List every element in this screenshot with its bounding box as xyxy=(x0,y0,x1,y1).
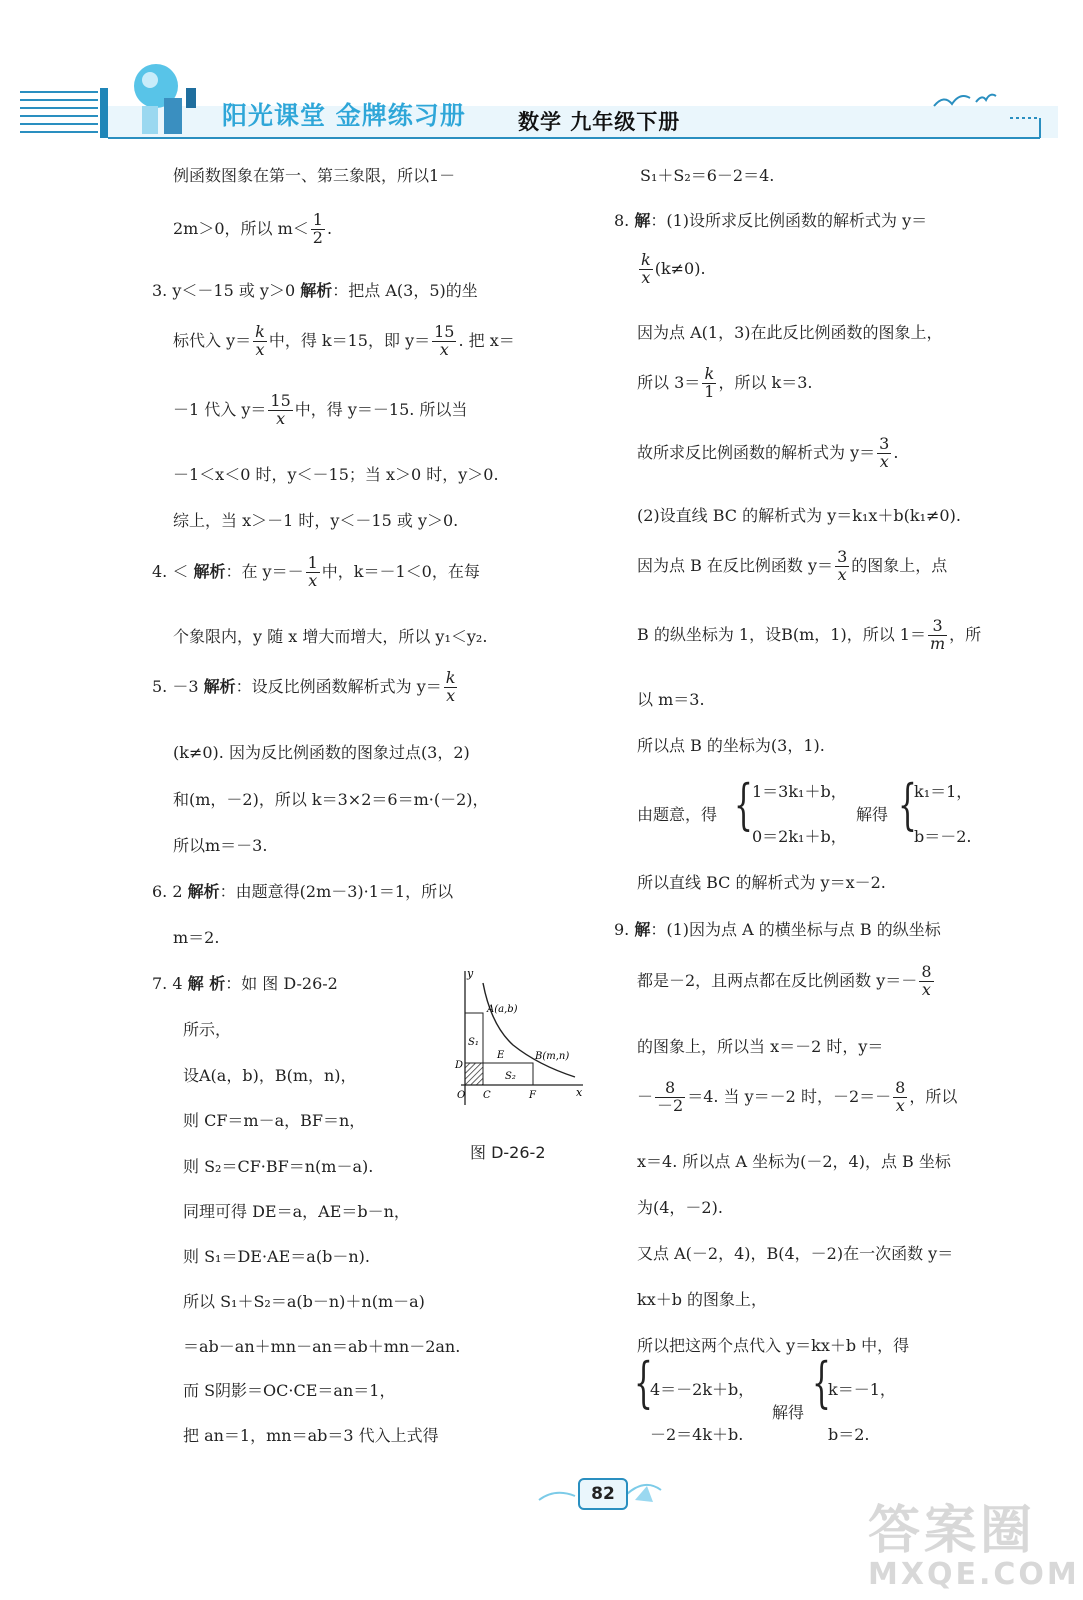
text-line xyxy=(173,212,332,247)
text-line: 设A(a，b)，B(m，n)， xyxy=(183,1066,357,1085)
fraction-numerator: 1 xyxy=(307,553,318,572)
text-segment: 中，得 y＝－15. 所以当 xyxy=(294,399,468,419)
solution-tag: 解 xyxy=(634,920,651,939)
answer-8 xyxy=(614,208,927,231)
text-segment: ：设反比例函数解析式为 y＝ xyxy=(235,676,442,696)
fraction xyxy=(311,212,325,247)
fraction-denominator: x xyxy=(276,408,286,428)
fraction-numerator: 15 xyxy=(270,391,291,410)
page-number: 82 xyxy=(578,1478,628,1510)
page-header xyxy=(0,0,1083,160)
equation: 0＝2k₁＋b， xyxy=(752,827,847,846)
fraction xyxy=(655,1080,685,1115)
fraction-numerator: 15 xyxy=(434,322,455,341)
fraction xyxy=(919,964,933,999)
fraction-numerator: 3 xyxy=(879,434,890,453)
text-segment: 中，得 k＝15，即 y＝ xyxy=(268,330,431,350)
text-line: 由题意，得 xyxy=(637,805,718,824)
label-F: F xyxy=(529,1090,536,1101)
text-line: 解得 xyxy=(772,1403,805,1422)
text-line: 则 CF＝m－a，BF＝n， xyxy=(183,1111,366,1130)
text-line: (k≠0). 因为反比例函数的图象过点(3，2) xyxy=(173,743,470,762)
equation: k＝－1， xyxy=(828,1380,896,1399)
text-line: kx＋b 的图象上， xyxy=(637,1290,768,1309)
text-line: x＝4. 所以点 A 坐标为(－2，4)，点 B 坐标 xyxy=(637,1152,951,1171)
left-brace: { xyxy=(734,773,753,836)
text-line xyxy=(637,252,706,287)
fraction xyxy=(702,366,716,401)
fraction xyxy=(835,549,849,584)
analysis-tag: 解析 xyxy=(300,281,333,300)
text-segment: 都是－2，且两点都在反比例函数 y＝－ xyxy=(637,970,918,990)
text-segment: ，所 xyxy=(949,624,982,644)
text-line: (2)设直线 BC 的解析式为 y＝k₁x＋b(k₁≠0). xyxy=(637,506,961,525)
text-line: m＝2. xyxy=(173,928,220,947)
label-O: O xyxy=(457,1090,466,1101)
equation: 1＝3k₁＋b， xyxy=(752,782,847,801)
text-line xyxy=(637,366,813,401)
text-segment: 故所求反比例函数的解析式为 y＝ xyxy=(637,442,876,462)
text-segment: 4. ＜ xyxy=(152,561,194,581)
text-segment: 9. xyxy=(614,920,635,939)
birds-icon xyxy=(930,84,1000,114)
text-segment: ：如 图 D-26-2 xyxy=(225,974,338,993)
text-segment: (k≠0). xyxy=(654,258,706,278)
answer-5 xyxy=(152,670,459,705)
fraction xyxy=(253,324,267,359)
text-line: 所以把这两个点代入 y＝kx＋b 中，得 xyxy=(637,1336,910,1355)
text-line: 则 S₁＝DE·AE＝a(b－n). xyxy=(183,1247,370,1266)
label-x: x xyxy=(576,1086,583,1099)
label-C: C xyxy=(483,1090,491,1101)
equation: k₁＝1， xyxy=(914,782,973,801)
text-segment: 中，k＝－1＜0，在每 xyxy=(321,561,480,581)
analysis-tag: 解 析 xyxy=(187,974,226,993)
fraction-numerator: 8 xyxy=(655,1080,685,1098)
globe-icon xyxy=(118,58,214,138)
equation: 4＝－2k＋b， xyxy=(650,1380,755,1399)
analysis-tag: 解析 xyxy=(203,676,236,696)
text-segment: 的图象上，点 xyxy=(851,555,948,575)
fraction xyxy=(893,1080,907,1115)
watermark-url: MXQE.COM xyxy=(868,1557,1080,1592)
fraction-denominator: －2 xyxy=(657,1095,684,1115)
left-brace: { xyxy=(898,773,917,836)
text-line xyxy=(637,549,947,584)
fraction-denominator: 2 xyxy=(312,227,323,247)
fraction-denominator: x xyxy=(921,979,931,999)
text-segment: 3. y＜－15 或 y＞0 xyxy=(152,281,301,300)
answer-4 xyxy=(152,555,480,590)
text-line: 个象限内，y 随 x 增大而增大，所以 y₁＜y₂. xyxy=(173,627,488,646)
fraction-denominator: x xyxy=(255,339,265,359)
fraction-denominator: x xyxy=(895,1095,905,1115)
fraction xyxy=(306,555,320,590)
equation: b＝－2. xyxy=(914,827,972,846)
fraction-denominator: x xyxy=(439,339,449,359)
left-brace: { xyxy=(634,1351,653,1414)
text-line: 和(m，－2)，所以 k＝3×2＝6＝m·(－2)， xyxy=(173,790,489,809)
text-segment: ：(1)因为点 A 的横坐标与点 B 的纵坐标 xyxy=(650,920,941,939)
text-segment: ，所以 k＝3. xyxy=(718,372,813,392)
text-segment: －1 代入 y＝ xyxy=(173,399,267,419)
text-segment: . 把 x＝ xyxy=(458,330,515,350)
shaded-region xyxy=(465,1063,483,1085)
fraction-numerator: 8 xyxy=(895,1078,906,1097)
text-segment: － xyxy=(637,1086,654,1106)
text-line: ＝ab－an＋mn－an＝ab＋mn－2an. xyxy=(183,1337,461,1356)
text-segment: 8. xyxy=(614,211,635,230)
text-line: 所以 S₁＋S₂＝a(b－n)＋n(m－a) xyxy=(183,1292,425,1311)
fraction-numerator: 3 xyxy=(837,547,848,566)
answer-6 xyxy=(152,879,453,902)
label-E: E xyxy=(497,1050,505,1061)
text-line: 而 S阴影＝OC·CE＝an＝1， xyxy=(183,1381,396,1400)
fraction xyxy=(639,252,653,287)
text-line: 同理可得 DE＝a，AE＝b－n， xyxy=(183,1202,410,1221)
text-segment: ，所以 xyxy=(909,1086,958,1106)
fraction-denominator: x xyxy=(641,267,651,287)
text-line: S₁＋S₂＝6－2＝4. xyxy=(640,166,775,185)
fraction-denominator: 1 xyxy=(704,381,715,401)
text-segment: 7. 4 xyxy=(152,974,188,993)
text-line: 综上，当 x＞－1 时，y＜－15 或 y＞0. xyxy=(173,511,459,530)
text-segment: ：(1)设所求反比例函数的解析式为 y＝ xyxy=(650,211,928,230)
fraction-numerator: k xyxy=(702,366,716,384)
book-title: 阳光课堂 金牌练习册 xyxy=(222,101,466,130)
fraction-numerator: 3 xyxy=(928,618,947,636)
text-line: 的图象上，所以当 x＝－2 时，y＝ xyxy=(637,1037,884,1056)
watermark xyxy=(868,1488,1080,1592)
text-line: 所以点 B 的坐标为(3，1). xyxy=(637,736,825,755)
solution-tag: 解 xyxy=(634,211,651,230)
text-segment: 2m＞0，所以 m＜ xyxy=(173,218,309,238)
text-line: 故所求反比例函数的解析式为 y＝ $\frac{3}{x}$ . xyxy=(637,434,899,471)
text-segment: ：把点 A(3，5)的坐 xyxy=(332,281,478,300)
label-A: A(a,b) xyxy=(487,1004,518,1015)
text-line: 所以直线 BC 的解析式为 y＝x－2. xyxy=(637,873,886,892)
analysis-tag: 解析 xyxy=(193,561,226,581)
label-B: B(m,n) xyxy=(535,1051,570,1062)
fraction-numerator: k xyxy=(641,250,651,269)
equation: －2＝4k＋b. xyxy=(650,1425,744,1444)
fraction-numerator: 8 xyxy=(921,962,932,981)
fraction-numerator: k xyxy=(445,668,456,687)
text-line: 所示， xyxy=(183,1020,232,1039)
answer-7 xyxy=(152,971,338,994)
fraction-numerator: k xyxy=(255,322,265,341)
watermark-text: 答案圈 xyxy=(868,1501,1037,1561)
label-y: y xyxy=(467,967,474,980)
fraction xyxy=(432,324,456,359)
text-line: 把 an＝1，mn＝ab＝3 代入上式得 xyxy=(183,1426,439,1445)
answer-3 xyxy=(152,278,478,301)
label-S2: S₂ xyxy=(505,1071,516,1082)
text-line: 又点 A(－2，4)，B(4，－2)在一次函数 y＝ xyxy=(637,1244,954,1263)
text-line xyxy=(173,393,467,428)
figure-caption: 图 D-26-2 xyxy=(470,1143,546,1162)
text-line: 以 m＝3. xyxy=(637,690,705,709)
figure-hyperbola xyxy=(443,965,603,1110)
text-line xyxy=(637,1080,957,1115)
text-line xyxy=(637,964,936,999)
text-line: 为(4，－2). xyxy=(637,1198,723,1217)
label-S1: S₁ xyxy=(468,1037,479,1048)
fraction-denominator: x xyxy=(837,564,847,584)
text-line: －1＜x＜0 时，y＜－15；当 x＞0 时，y＞0. xyxy=(173,465,499,484)
text-segment: 5. －3 xyxy=(152,676,204,696)
equation: b＝2. xyxy=(828,1425,870,1444)
text-line: 解得 xyxy=(856,805,889,824)
text-line xyxy=(173,324,515,359)
text-line: 因为点 A(1，3)在此反比例函数的图象上， xyxy=(637,323,943,342)
text-segment: . xyxy=(326,218,333,238)
fraction-numerator: 1 xyxy=(312,210,323,229)
text-segment: 6. 2 xyxy=(152,882,188,901)
fraction xyxy=(877,436,891,471)
answer-9 xyxy=(614,917,941,940)
text-segment: ：在 y＝－ xyxy=(225,561,304,581)
fraction-denominator: x xyxy=(308,570,318,590)
text-segment: B 的纵坐标为 1，设B(m，1)，所以 1＝ xyxy=(637,624,926,644)
text-line: 所以m＝－3. xyxy=(173,836,268,855)
text-line: 例函数图象在第一、第三象限，所以1－ xyxy=(173,166,456,185)
subject-grade: 数学 九年级下册 xyxy=(518,110,681,134)
text-segment: 标代入 y＝ xyxy=(173,330,252,350)
analysis-tag: 解析 xyxy=(187,882,220,901)
fraction xyxy=(444,670,458,705)
label-D: D xyxy=(455,1060,464,1071)
fraction xyxy=(268,393,292,428)
text-line: 则 S₂＝CF·BF＝n(m－a). xyxy=(183,1157,374,1176)
fraction-denominator: m xyxy=(929,633,946,653)
text-segment: 所以 3＝ xyxy=(637,372,701,392)
fraction-denominator: x xyxy=(446,685,456,705)
fraction xyxy=(928,618,947,653)
fraction-denominator: x xyxy=(879,451,889,471)
text-segment: 因为点 B 在反比例函数 y＝ xyxy=(637,555,834,575)
text-segment: ＝4. 当 y＝－2 时，－2＝－ xyxy=(687,1086,892,1106)
text-segment: ：由题意得(2m－3)·1＝1，所以 xyxy=(219,882,454,901)
text-line xyxy=(637,618,981,653)
left-brace: { xyxy=(812,1351,831,1414)
